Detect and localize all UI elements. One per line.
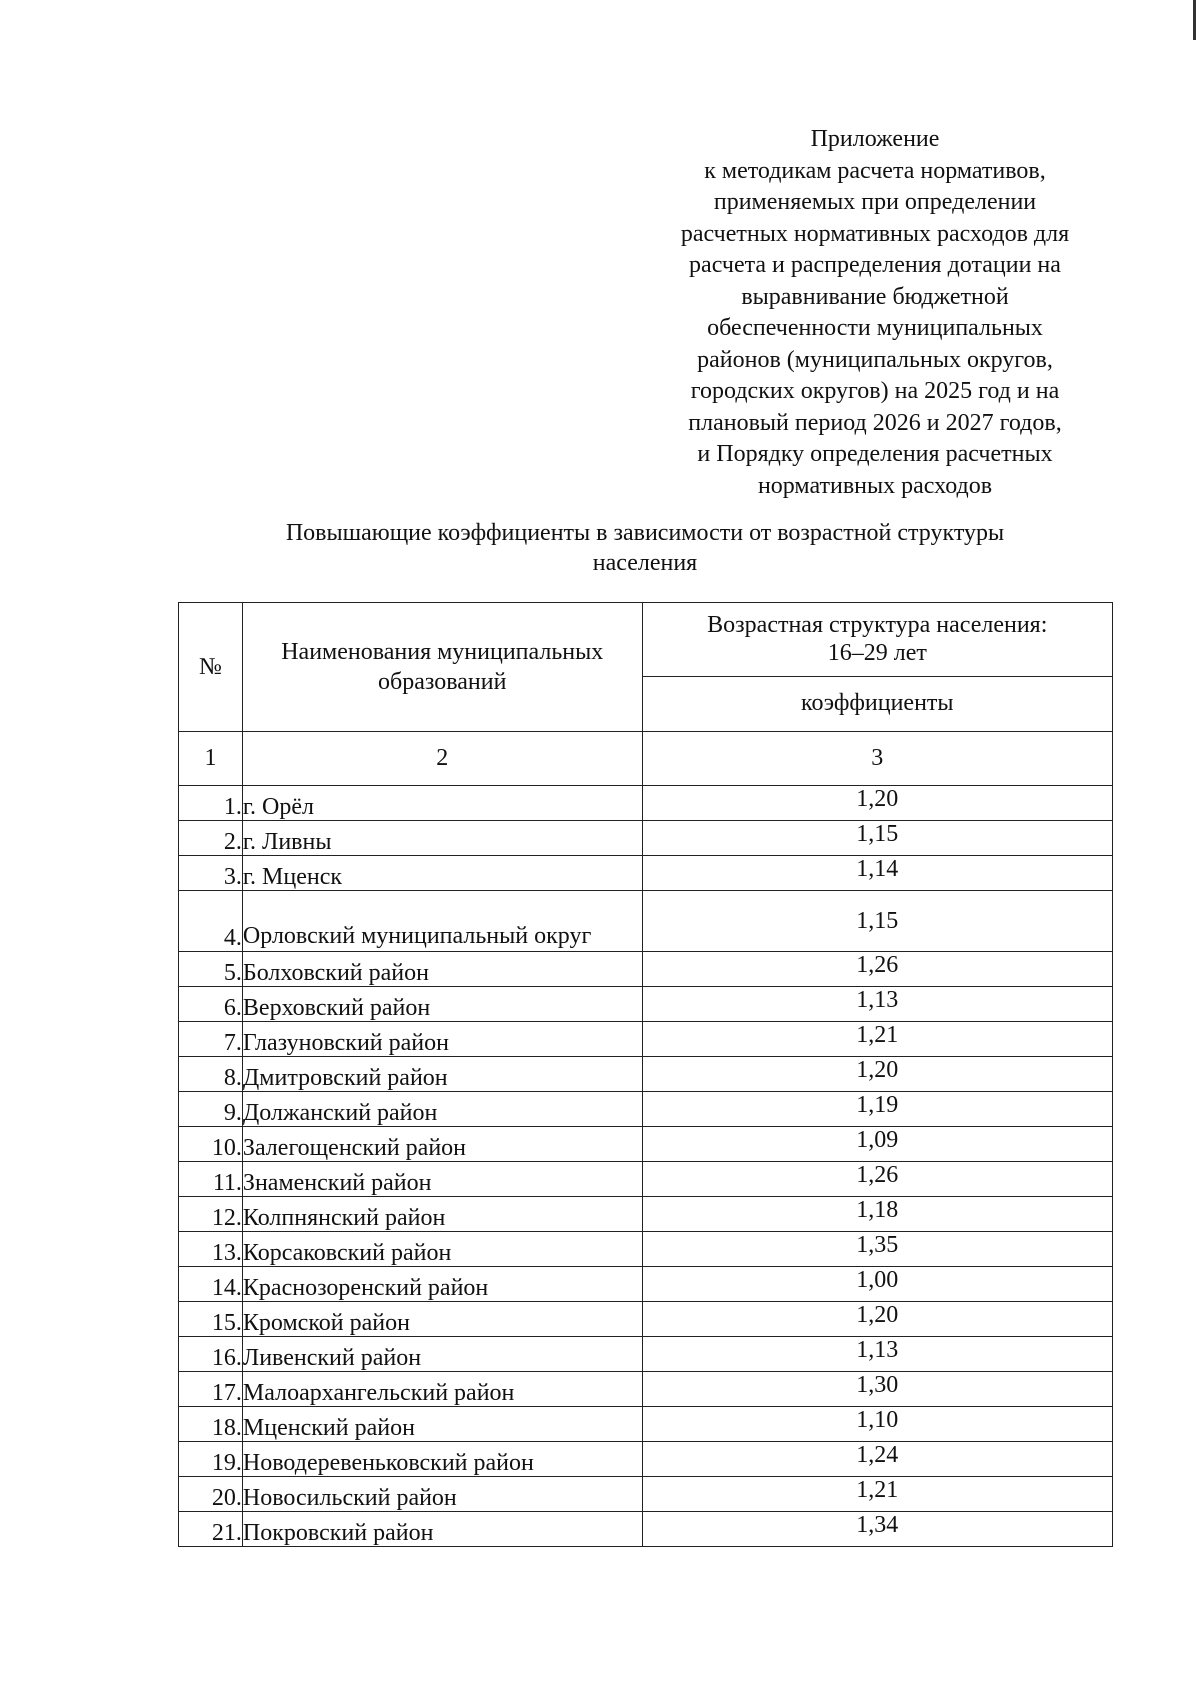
municipality-name: Малоархангельский район <box>242 1372 642 1407</box>
municipality-name: Кромской район <box>242 1302 642 1337</box>
annex-line: городских округов) на 2025 год и на <box>690 378 1060 404</box>
table-row <box>179 1197 1113 1232</box>
table-row <box>179 856 1113 891</box>
municipality-name: Ливенский район <box>242 1337 642 1372</box>
table-row <box>179 1057 1113 1092</box>
table-row <box>179 1302 1113 1337</box>
municipality-name: Покровский район <box>242 1512 642 1547</box>
municipality-name: Должанский район <box>242 1092 642 1127</box>
municipality-name: Краснозоренский район <box>242 1267 642 1302</box>
coefficient-value: 1,09 <box>642 1127 1112 1162</box>
row-number: 10. <box>179 1127 243 1162</box>
table-row <box>179 1022 1113 1057</box>
row-number: 5. <box>179 952 243 987</box>
page-edge-mark <box>1193 0 1196 40</box>
table-row <box>179 1442 1113 1477</box>
row-number: 13. <box>179 1232 243 1267</box>
table-body <box>179 786 1113 1547</box>
coefficient-value: 1,14 <box>642 856 1112 891</box>
column-index: 1 <box>179 732 243 786</box>
coefficient-value: 1,24 <box>642 1442 1112 1477</box>
header-age-structure <box>642 603 1112 677</box>
annex-line: расчета и распределения дотации на <box>689 252 1061 278</box>
municipality-name: г. Орёл <box>242 786 642 821</box>
coefficient-value: 1,18 <box>642 1197 1112 1232</box>
row-number: 15. <box>179 1302 243 1337</box>
annex-line: обеспеченности муниципальных <box>707 315 1043 341</box>
column-index: 2 <box>242 732 642 786</box>
table-row <box>179 987 1113 1022</box>
municipality-name: Орловский муниципальный округ <box>242 891 642 952</box>
row-number: 9. <box>179 1092 243 1127</box>
row-number: 2. <box>179 821 243 856</box>
header-name-line: Наименования муниципальных <box>281 639 604 665</box>
table-row <box>179 1162 1113 1197</box>
row-number: 14. <box>179 1267 243 1302</box>
row-number: 6. <box>179 987 243 1022</box>
municipality-name: Корсаковский район <box>242 1232 642 1267</box>
table-row <box>179 952 1113 987</box>
table-row <box>179 1232 1113 1267</box>
row-number: 20. <box>179 1477 243 1512</box>
coefficient-value: 1,19 <box>642 1092 1112 1127</box>
coefficient-value: 1,20 <box>642 786 1112 821</box>
coefficient-value: 1,15 <box>642 891 1112 952</box>
municipality-name: Новосильский район <box>242 1477 642 1512</box>
table-row <box>179 1407 1113 1442</box>
annex-line: плановый период 2026 и 2027 годов, <box>688 409 1062 436</box>
table-row <box>179 1512 1113 1547</box>
row-number: 4. <box>179 891 243 952</box>
municipality-name: Болховский район <box>242 952 642 987</box>
annex-line: расчетных нормативных расходов для <box>680 220 1070 247</box>
header-coefficients: коэффициенты <box>642 676 1112 731</box>
table-header <box>179 603 1113 786</box>
coefficient-value: 1,26 <box>642 952 1112 987</box>
municipality-name: Верховский район <box>242 987 642 1022</box>
header-name-line: образований <box>378 669 507 695</box>
municipality-name: Мценский район <box>242 1407 642 1442</box>
row-number: 18. <box>179 1407 243 1442</box>
annex-line: применяемых при определении <box>713 189 1037 215</box>
coefficient-value: 1,21 <box>642 1022 1112 1057</box>
table-row <box>179 1337 1113 1372</box>
table-row <box>179 891 1113 952</box>
municipality-name: Знаменский район <box>242 1162 642 1197</box>
annex-line: к методикам расчета нормативов, <box>704 157 1046 184</box>
header-age-line: Возрастная структура населения: <box>707 612 1048 639</box>
annex-line: нормативных расходов <box>757 472 993 499</box>
municipality-name: Залегощенский район <box>242 1127 642 1162</box>
annex-heading <box>640 124 1110 502</box>
municipality-name: г. Ливны <box>242 821 642 856</box>
coefficient-value: 1,26 <box>642 1162 1112 1197</box>
document-title <box>170 518 1120 578</box>
annex-line: выравнивание бюджетной <box>741 283 1009 310</box>
annex-line: и Порядку определения расчетных <box>697 441 1053 467</box>
coefficients-table <box>178 602 1113 1547</box>
coefficient-value: 1,13 <box>642 987 1112 1022</box>
coefficient-value: 1,20 <box>642 1302 1112 1337</box>
coefficient-value: 1,13 <box>642 1337 1112 1372</box>
coefficient-value: 1,35 <box>642 1232 1112 1267</box>
row-number: 7. <box>179 1022 243 1057</box>
municipality-name: Дмитровский район <box>242 1057 642 1092</box>
column-index: 3 <box>642 732 1112 786</box>
municipality-name: Глазуновский район <box>242 1022 642 1057</box>
row-number: 8. <box>179 1057 243 1092</box>
title-line: Повышающие коэффициенты в зависимости от возрастной структуры <box>285 520 1005 546</box>
coefficient-value: 1,34 <box>642 1512 1112 1547</box>
coefficient-value: 1,10 <box>642 1407 1112 1442</box>
row-number: 12. <box>179 1197 243 1232</box>
table-row <box>179 1092 1113 1127</box>
table-row <box>179 1267 1113 1302</box>
row-number: 17. <box>179 1372 243 1407</box>
municipality-name: Колпнянский район <box>242 1197 642 1232</box>
annex-line: Приложение <box>810 126 940 152</box>
header-name <box>242 603 642 732</box>
column-index-row <box>179 732 1113 786</box>
table-row <box>179 1372 1113 1407</box>
coefficient-value: 1,00 <box>642 1267 1112 1302</box>
title-line: населения <box>592 550 698 576</box>
table-row <box>179 821 1113 856</box>
header-age-line: 16–29 лет <box>827 640 927 667</box>
table-row <box>179 786 1113 821</box>
row-number: 3. <box>179 856 243 891</box>
row-number: 16. <box>179 1337 243 1372</box>
coefficient-value: 1,30 <box>642 1372 1112 1407</box>
table-row <box>179 1477 1113 1512</box>
coefficient-value: 1,21 <box>642 1477 1112 1512</box>
municipality-name: г. Мценск <box>242 856 642 891</box>
municipality-name: Новодеревеньковский район <box>242 1442 642 1477</box>
annex-line: районов (муниципальных округов, <box>697 346 1053 373</box>
coefficient-value: 1,20 <box>642 1057 1112 1092</box>
header-number: № <box>179 603 243 732</box>
row-number: 19. <box>179 1442 243 1477</box>
row-number: 11. <box>179 1162 243 1197</box>
coefficient-value: 1,15 <box>642 821 1112 856</box>
row-number: 1. <box>179 786 243 821</box>
table-row <box>179 1127 1113 1162</box>
row-number: 21. <box>179 1512 243 1547</box>
